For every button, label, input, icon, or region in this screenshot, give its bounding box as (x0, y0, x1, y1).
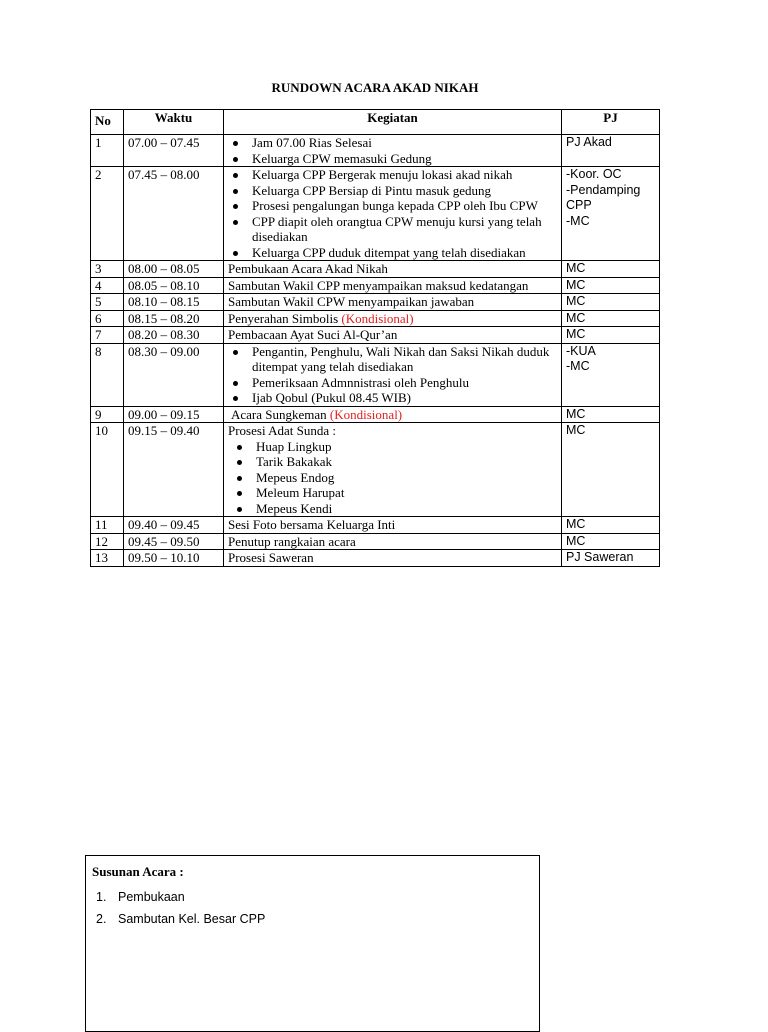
kegiatan-text: Prosesi Adat Sunda : (228, 423, 336, 438)
row-no: 11 (91, 517, 124, 534)
row-waktu: 09.40 – 09.45 (124, 517, 224, 534)
table-row (91, 423, 660, 517)
list-item: 1. Pembukaan (96, 890, 185, 904)
pj-line: MC (566, 310, 586, 325)
kegiatan-line (228, 327, 557, 343)
row-pj (562, 343, 660, 406)
row-waktu: 08.20 – 08.30 (124, 327, 224, 344)
bullet-item: Huap Lingkup (256, 439, 557, 455)
bullet-item: Jam 07.00 Rias Selesai (252, 135, 557, 151)
table-row (91, 167, 660, 261)
kegiatan-text: Sambutan Wakil CPW menyampaikan jawaban (228, 294, 475, 309)
pj-line: -MC (566, 359, 590, 373)
row-kegiatan (224, 423, 562, 517)
row-no: 6 (91, 310, 124, 327)
row-pj (562, 294, 660, 311)
row-waktu: 09.50 – 10.10 (124, 550, 224, 567)
table-row (91, 261, 660, 278)
susunan-acara-list (96, 886, 265, 930)
conditional-note: (Kondisional) (329, 406, 403, 422)
row-no: 7 (91, 327, 124, 344)
row-pj (562, 406, 660, 423)
pj-line: -KUA (566, 343, 596, 358)
row-pj (562, 550, 660, 567)
kegiatan-text: Penutup rangkaian acara (228, 533, 356, 549)
pj-line: MC (566, 406, 586, 421)
pj-line: PJ Akad (566, 135, 612, 149)
kegiatan-line (228, 311, 557, 327)
bullet-item: Keluarga CPW memasuki Gedung (252, 151, 557, 167)
table-row (91, 135, 660, 167)
bullet-item: Pengantin, Penghulu, Wali Nikah dan Saksi Nikah duduk ditempat yang telah disediakan (252, 344, 557, 375)
header-kegiatan: Kegiatan (224, 110, 562, 135)
row-waktu: 08.15 – 08.20 (124, 310, 224, 327)
row-waktu: 07.00 – 07.45 (124, 135, 224, 167)
bullet-item: Keluarga CPP Bersiap di Pintu masuk gedung (252, 183, 557, 199)
kegiatan-text: Acara Sungkeman (231, 406, 327, 422)
kegiatan-line (228, 261, 557, 277)
bullet-item: Keluarga CPP duduk ditempat yang telah disediakan (252, 245, 557, 261)
table-row (91, 550, 660, 567)
document-title: RUNDOWN ACARA AKAD NIKAH (271, 80, 479, 95)
row-waktu: 07.45 – 08.00 (124, 167, 224, 261)
bullet-item: Meleum Harupat (256, 485, 557, 501)
table-row (91, 406, 660, 423)
row-pj (562, 423, 660, 517)
pj-line: MC (566, 294, 586, 308)
row-pj (562, 517, 660, 534)
bullet-item: Mepeus Endog (256, 470, 557, 486)
pj-line: -MC (566, 213, 590, 228)
row-waktu: 09.00 – 09.15 (124, 406, 224, 423)
row-waktu: 08.05 – 08.10 (124, 277, 224, 294)
kegiatan-bullets (228, 135, 557, 166)
kegiatan-line (228, 517, 557, 533)
pj-line: PJ Saweran (566, 550, 634, 564)
table-row (91, 277, 660, 294)
rundown-table (90, 109, 660, 567)
bullet-item: Keluarga CPP Bergerak menuju lokasi akad nikah (252, 167, 557, 183)
table-row (91, 533, 660, 550)
kegiatan-bullets (228, 344, 557, 406)
row-no: 1 (91, 135, 124, 167)
row-kegiatan (224, 343, 562, 406)
row-no: 3 (91, 261, 124, 278)
row-waktu: 08.00 – 08.05 (124, 261, 224, 278)
conditional-note: (Kondisional) (341, 310, 414, 326)
bullet-item: Prosesi pengalungan bunga kepada CPP oleh Ibu CPW (252, 198, 557, 214)
kegiatan-text: Pembacaan Ayat Suci Al-Qur’an (228, 327, 398, 342)
row-no: 8 (91, 343, 124, 406)
kegiatan-line (228, 407, 557, 423)
list-item: 2. Sambutan Kel. Besar CPP (96, 912, 266, 926)
header-pj: PJ (562, 110, 660, 135)
row-pj (562, 533, 660, 550)
row-pj (562, 327, 660, 344)
row-no: 13 (91, 550, 124, 567)
row-no: 4 (91, 277, 124, 294)
header-waktu: Waktu (124, 110, 224, 135)
table-header-row (91, 110, 660, 135)
table-row (91, 343, 660, 406)
row-kegiatan (224, 294, 562, 311)
kegiatan-text: Sambutan Wakil CPP menyampaikan maksud kedatangan (228, 277, 529, 293)
row-kegiatan (224, 261, 562, 278)
susunan-acara-box (85, 855, 540, 1032)
pj-line: MC (566, 533, 586, 548)
row-kegiatan (224, 406, 562, 423)
kegiatan-bullets (228, 167, 557, 260)
bullet-item: Pemeriksaan Admnnistrasi oleh Penghulu (252, 375, 557, 391)
bullet-item: Tarik Bakakak (256, 454, 557, 470)
table-row (91, 517, 660, 534)
pj-line: MC (566, 327, 586, 341)
row-kegiatan (224, 135, 562, 167)
kegiatan-line (228, 550, 557, 566)
row-kegiatan (224, 533, 562, 550)
kegiatan-line (228, 423, 557, 439)
row-pj (562, 135, 660, 167)
kegiatan-text: Sesi Foto bersama Keluarga Inti (228, 517, 396, 532)
kegiatan-text: Prosesi Saweran (228, 550, 314, 565)
row-no: 5 (91, 294, 124, 311)
kegiatan-line (228, 278, 557, 294)
kegiatan-line (228, 294, 557, 310)
header-no: No (91, 110, 124, 135)
row-kegiatan (224, 167, 562, 261)
susunan-acara-title: Susunan Acara : (92, 864, 184, 879)
row-no: 12 (91, 533, 124, 550)
row-kegiatan (224, 550, 562, 567)
row-pj (562, 277, 660, 294)
pj-line: MC (566, 517, 586, 531)
pj-line: MC (566, 423, 586, 437)
row-kegiatan (224, 277, 562, 294)
kegiatan-text: Penyerahan Simbolis (228, 310, 339, 326)
pj-line: MC (566, 261, 586, 275)
pj-line: -Koor. OC (566, 167, 622, 181)
row-no: 10 (91, 423, 124, 517)
row-no: 9 (91, 406, 124, 423)
table-row (91, 310, 660, 327)
row-pj (562, 167, 660, 261)
kegiatan-line (228, 534, 557, 550)
kegiatan-text: Pembukaan Acara Akad Nikah (228, 261, 388, 276)
pj-line: -Pendamping CPP (566, 182, 641, 212)
row-no: 2 (91, 167, 124, 261)
row-waktu: 08.10 – 08.15 (124, 294, 224, 311)
row-pj (562, 261, 660, 278)
row-kegiatan (224, 310, 562, 327)
pj-line: MC (566, 277, 586, 292)
kegiatan-bullets (228, 439, 557, 517)
row-kegiatan (224, 327, 562, 344)
table-row (91, 294, 660, 311)
table-row (91, 327, 660, 344)
bullet-item: CPP diapit oleh orangtua CPW menuju kursi yang telah disediakan (252, 214, 557, 245)
row-pj (562, 310, 660, 327)
row-waktu: 08.30 – 09.00 (124, 343, 224, 406)
row-waktu: 09.45 – 09.50 (124, 533, 224, 550)
row-waktu: 09.15 – 09.40 (124, 423, 224, 517)
bullet-item: Ijab Qobul (Pukul 08.45 WIB) (252, 390, 557, 406)
bullet-item: Mepeus Kendi (256, 501, 557, 517)
row-kegiatan (224, 517, 562, 534)
